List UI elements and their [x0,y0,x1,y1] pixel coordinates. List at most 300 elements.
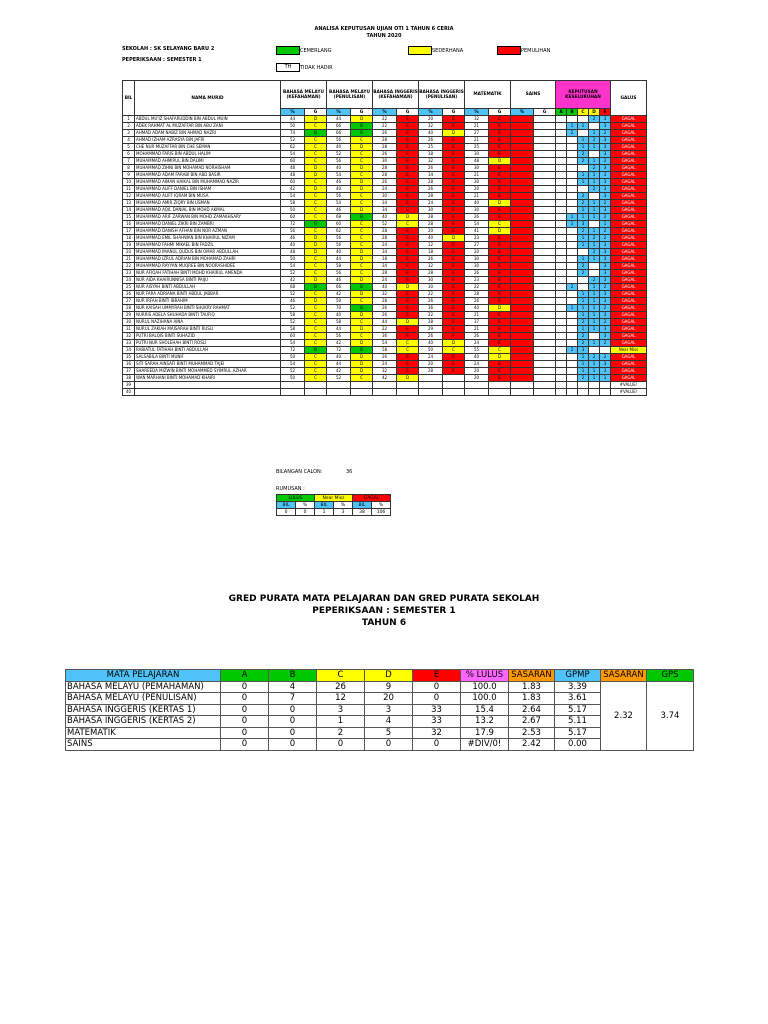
grade-count-cell [567,249,578,256]
grade-cell: E [397,305,419,312]
grade-cell: E [443,305,465,312]
status-cell: GAGAL [611,228,647,235]
sains-grade-cell [534,172,556,179]
grade-cell: D [305,116,327,123]
grade-cell: E [443,291,465,298]
grade-count-cell: 3 [600,179,611,186]
grade-cell: B [305,284,327,291]
sains-grade-cell [534,354,556,361]
row-number: 25 [123,284,135,291]
status-cell: GAGAL [611,186,647,193]
summary-header-gpmp: GPMP [555,670,601,682]
status-cell: GAGAL [611,151,647,158]
score-cell: 50 [281,256,305,263]
formula-sub: % [334,502,353,509]
score-cell: 46 [327,277,351,284]
grade-count-cell: 1 [578,256,589,263]
score-cell: 36 [373,333,397,340]
score-cell: 28 [373,235,397,242]
row-number: 10 [123,179,135,186]
grade-count-cell: 2 [600,354,611,361]
status-cell: #VALUE! [611,382,647,389]
score-cell: 52 [327,375,351,382]
summary-subject: BAHASA MELAYU (PENULISAN) [66,693,221,705]
sains-grade-cell [534,256,556,263]
grade-count-cell [567,172,578,179]
row-number: 19 [123,242,135,249]
status-cell: GAGAL [611,263,647,270]
grade-cell: E [489,172,511,179]
grade-cell: C [305,193,327,200]
score-cell: 60 [281,158,305,165]
student-name: MUHAMMAD ZIHNI BIN MOHAMAD NORHISHAM [135,165,281,172]
score-cell: 40 [373,284,397,291]
candidates-label: BILANGAN CALON: [276,469,323,475]
student-name: MOHAMMAD FARIS BIN ABDUL HALIM [135,151,281,158]
score-cell: 40 [419,130,443,137]
row-number: 17 [123,228,135,235]
score-cell: 40 [281,242,305,249]
grade-count-cell: 3 [600,116,611,123]
subheader-grade: G [489,109,511,116]
grade-count-cell: 1 [578,368,589,375]
grade-count-cell [556,172,567,179]
table-row [123,319,647,326]
table-row [123,277,647,284]
score-cell: 52 [281,368,305,375]
grade-cell: E [443,158,465,165]
sains-score-cell [511,235,534,242]
summary-value: 3.39 [555,681,601,693]
score-cell: 25 [465,144,489,151]
score-cell: 56 [327,242,351,249]
grade-count-cell [556,137,567,144]
grade-cell: E [489,137,511,144]
grade-count-cell [567,389,578,396]
legend-pemulihan-swatch [497,46,521,55]
sains-grade-cell [534,228,556,235]
grade-cell: E [489,263,511,270]
score-cell: 26 [373,312,397,319]
grade-cell: E [397,256,419,263]
grade-cell: E [397,144,419,151]
grade-count-cell: 2 [589,165,600,172]
table-row [123,249,647,256]
grade-count-cell [567,340,578,347]
summary-value: 100.0 [461,681,509,693]
subheader-grade-count: D [589,109,600,116]
score-cell: 54 [281,151,305,158]
grade-count-cell: 2 [589,116,600,123]
grade-count-cell [556,382,567,389]
score-cell: 24 [465,340,489,347]
table-row [123,193,647,200]
student-name: MUHAMMAD ALIFF DANIEL BIN ISHAM [135,186,281,193]
row-number: 22 [123,263,135,270]
score-cell: 12 [419,242,443,249]
grade-cell [489,389,511,396]
score-cell: 30 [419,277,443,284]
grade-cell: D [489,200,511,207]
grade-count-cell [556,242,567,249]
sains-grade-cell [534,144,556,151]
status-cell: GAGAL [611,298,647,305]
grade-count-cell [556,305,567,312]
table-row [123,207,647,214]
student-name: AHMAD ADAM NABIZ BIN AHMAD NAZRI [135,130,281,137]
grade-cell: D [351,256,373,263]
grade-count-cell [600,382,611,389]
status-cell: GAGAL [611,242,647,249]
grade-cell: E [443,228,465,235]
row-number: 7 [123,158,135,165]
grade-cell: E [443,263,465,270]
score-cell: 56 [281,228,305,235]
grade-cell: B [351,347,373,354]
grade-count-cell: 2 [578,193,589,200]
score-cell: 28 [373,165,397,172]
grade-cell: C [351,151,373,158]
score-cell: 50 [281,123,305,130]
grade-count-cell: 2 [600,228,611,235]
student-name [135,389,281,396]
grade-count-cell: 3 [600,193,611,200]
grade-cell: D [351,186,373,193]
summary-value: 0 [317,739,365,751]
student-name: MUHAMMAD IMANUL QUDUS BIN OMAR ABDULLAH [135,249,281,256]
grade-count-cell [567,256,578,263]
student-name: NURRIS ADELA SHUHADA BINTI TAUFIQ [135,312,281,319]
grade-count-cell: 3 [600,144,611,151]
grade-count-cell [567,312,578,319]
sains-grade-cell [534,249,556,256]
status-cell: GAGAL [611,256,647,263]
grade-cell: C [305,200,327,207]
summary-value: 20 [365,693,413,705]
grade-count-cell [567,319,578,326]
score-cell: 72 [281,347,305,354]
grade-cell: E [443,172,465,179]
grade-count-cell [556,235,567,242]
score-cell: 26 [373,305,397,312]
sains-grade-cell [534,193,556,200]
grade-cell: C [351,193,373,200]
grade-cell: D [351,207,373,214]
status-cell: GAGAL [611,340,647,347]
table-row [123,389,647,396]
grade-count-cell [589,193,600,200]
status-cell: GAGAL [611,193,647,200]
header-bi-penulisan: BAHASA INGGERIS (PENULISAN) [419,81,465,109]
grade-count-cell [556,319,567,326]
status-cell: GAGAL [611,305,647,312]
grade-cell: D [305,186,327,193]
grade-count-cell: 3 [600,361,611,368]
table-row [123,242,647,249]
grade-count-cell [556,375,567,382]
results-table [122,80,647,396]
grade-cell: C [397,347,419,354]
grade-cell: E [397,333,419,340]
score-cell: 28 [419,214,443,221]
summary-value: 3 [365,704,413,716]
grade-count-cell: 1 [589,214,600,221]
score-cell: 58 [327,263,351,270]
score-cell: 66 [327,284,351,291]
grade-count-cell [589,270,600,277]
sains-grade-cell [534,382,556,389]
score-cell: 72 [327,347,351,354]
grade-cell: E [443,165,465,172]
grade-cell: D [443,235,465,242]
score-cell: 25 [419,144,443,151]
summary-value: 7 [269,693,317,705]
grade-count-cell [567,333,578,340]
row-number: 29 [123,312,135,319]
subheader-grade: G [397,109,419,116]
grade-count-cell [578,165,589,172]
score-cell: 58 [327,319,351,326]
grade-count-cell [567,193,578,200]
grade-count-cell: 1 [578,326,589,333]
row-number: 16 [123,221,135,228]
summary-value: 0 [221,704,269,716]
subheader-grade: G [443,109,465,116]
table-row [123,368,647,375]
table-row [123,263,647,270]
score-cell: 20 [419,361,443,368]
score-cell: 66 [327,130,351,137]
summary-value: 13.2 [461,716,509,728]
grade-cell: E [443,214,465,221]
grade-count-cell [578,249,589,256]
grade-cell: E [443,193,465,200]
row-number: 13 [123,200,135,207]
score-cell: 40 [327,354,351,361]
grade-count-cell [556,256,567,263]
sains-grade-cell [534,389,556,396]
score-cell: 56 [327,235,351,242]
grade-cell: E [443,221,465,228]
header-galus: GALUS [611,81,647,116]
grade-cell: E [489,333,511,340]
sains-score-cell [511,382,534,389]
student-name: PUTRI NUR SHOLEHAH BINTI ROSLI [135,340,281,347]
sains-score-cell [511,207,534,214]
header-bi-kefahaman: BAHASA INGGERIS (KEFAHAMAN) [373,81,419,109]
score-cell: 40 [327,249,351,256]
table-row [123,123,647,130]
student-name: SITI SARAH AINSAFI BINTI MUHAMMAD TAJEI [135,361,281,368]
grade-count-cell: 1 [578,144,589,151]
score-cell: 48 [465,158,489,165]
table-row [123,179,647,186]
student-name: NURUL ZAKIAH MAISARAH BINTI RUSLI [135,326,281,333]
score-cell: 30 [465,179,489,186]
grade-count-cell [578,186,589,193]
grade-count-cell: 2 [567,347,578,354]
grade-cell: C [305,158,327,165]
grade-count-cell: 2 [589,277,600,284]
grade-count-cell: 1 [567,221,578,228]
grade-cell: E [443,284,465,291]
score-cell: 22 [465,284,489,291]
grade-cell: D [443,130,465,137]
table-row [123,340,647,347]
formula-value: 1 [315,509,334,516]
row-number: 40 [123,389,135,396]
score-cell: 50 [419,347,443,354]
status-cell: GAGAL [611,123,647,130]
grade-count-cell [567,361,578,368]
grade-count-cell: 2 [567,130,578,137]
student-name: NUR AFIQAH FATIHAH BINTI MOHD KHAIRUL AMENDA [135,270,281,277]
report-title: ANALISA KEPUTUSAN UJIAN OTI 1 TAHUN 6 CERIA [314,26,454,32]
grade-cell: D [397,319,419,326]
student-name: NUR KAISAH UMMYRAH BINTI SHUKRY RAHMAT [135,305,281,312]
status-cell: GAGAL [611,200,647,207]
score-cell: 30 [373,158,397,165]
score-cell: 62 [281,144,305,151]
score-cell: 40 [419,340,443,347]
summary-value: 0 [413,693,461,705]
grade-count-cell: 1 [589,242,600,249]
grade-count-cell: 3 [600,368,611,375]
grade-count-cell: 3 [600,207,611,214]
grade-count-cell: 1 [589,130,600,137]
grade-count-cell: 1 [578,207,589,214]
grade-cell: C [351,319,373,326]
score-cell: 32 [373,291,397,298]
grade-count-cell: 3 [578,221,589,228]
grade-count-cell [567,228,578,235]
score-cell: 22 [373,116,397,123]
score-cell: 42 [281,186,305,193]
student-name: MUHAMMAD AQIL DANIAL BIN MOHD AKMAL [135,207,281,214]
summary-value: 5 [365,727,413,739]
student-name: PUTRI BALQIS BINTI SUHAZID [135,333,281,340]
score-cell: 30 [465,151,489,158]
grade-cell: D [489,305,511,312]
row-number: 24 [123,277,135,284]
header-bm-penulisan: BAHASA MELAYU (PENULISAN) [327,81,373,109]
grade-count-cell [556,361,567,368]
summary-header-subject: MATA PELAJARAN [66,670,221,682]
score-cell: 46 [281,298,305,305]
grade-cell [351,382,373,389]
sains-grade-cell [534,116,556,123]
sains-score-cell [511,221,534,228]
row-number: 4 [123,137,135,144]
score-cell: 50 [281,354,305,361]
student-name: NUR FARA ADRIANA BINTI ABDUL JABBAR [135,291,281,298]
grade-count-cell [556,158,567,165]
table-row [123,333,647,340]
grade-cell: C [351,228,373,235]
score-cell [281,389,305,396]
grade-cell: D [351,144,373,151]
formula-sub: BIL [277,502,296,509]
formula-value: 38 [353,509,372,516]
summary-year: TAHUN 6 [361,618,407,628]
grade-cell: E [443,116,465,123]
grade-cell: B [351,123,373,130]
sains-score-cell [511,319,534,326]
grade-cell: E [397,368,419,375]
score-cell: 26 [465,298,489,305]
student-name: MUHAMMAD ADAM FARABI BIN ABD BASIR [135,172,281,179]
sains-score-cell [511,193,534,200]
grade-cell: E [443,256,465,263]
grade-count-cell: 1 [589,298,600,305]
summary-header-d: D [365,670,413,682]
score-cell: 28 [419,193,443,200]
grade-cell: E [489,179,511,186]
sains-grade-cell [534,130,556,137]
grade-cell: E [397,326,419,333]
score-cell: 32 [465,116,489,123]
score-cell: 26 [465,214,489,221]
grade-cell: E [489,144,511,151]
row-number: 3 [123,130,135,137]
table-row [123,158,647,165]
grade-count-cell [556,200,567,207]
grade-count-cell [567,277,578,284]
grade-cell: C [351,298,373,305]
grade-count-cell [567,382,578,389]
grade-count-cell: 1 [589,200,600,207]
grade-cell [305,382,327,389]
score-cell [327,382,351,389]
score-cell: 28 [373,144,397,151]
grade-cell: D [351,312,373,319]
score-cell: 72 [281,221,305,228]
grade-cell: C [351,172,373,179]
grade-count-cell [567,242,578,249]
grade-cell: E [397,354,419,361]
grade-cell: E [489,165,511,172]
grade-cell: E [397,123,419,130]
sains-grade-cell [534,270,556,277]
grade-cell: E [489,193,511,200]
score-cell: 21 [465,312,489,319]
grade-count-cell: 1 [567,123,578,130]
summary-subject: MATEMATIK [66,727,221,739]
grade-count-cell: 1 [600,221,611,228]
table-row [123,361,647,368]
summary-value: 5.17 [555,727,601,739]
grade-count-cell [556,165,567,172]
grade-cell: E [489,123,511,130]
grade-count-cell: 3 [600,137,611,144]
score-cell: 40 [327,312,351,319]
grade-cell: D [351,249,373,256]
student-name: ADEK RAHMAT AL MUZAFFAR BIN ABU ZANI [135,123,281,130]
row-number: 9 [123,172,135,179]
summary-value: 5.17 [555,704,601,716]
status-cell: GAGAL [611,277,647,284]
score-cell: 44 [373,319,397,326]
grade-cell [443,389,465,396]
grade-count-cell [567,354,578,361]
grade-count-cell [556,116,567,123]
grade-count-cell [556,221,567,228]
score-cell: 23 [465,277,489,284]
grade-count-cell: 1 [589,368,600,375]
grade-cell: E [397,235,419,242]
score-cell: 28 [373,270,397,277]
score-cell: 30 [465,165,489,172]
